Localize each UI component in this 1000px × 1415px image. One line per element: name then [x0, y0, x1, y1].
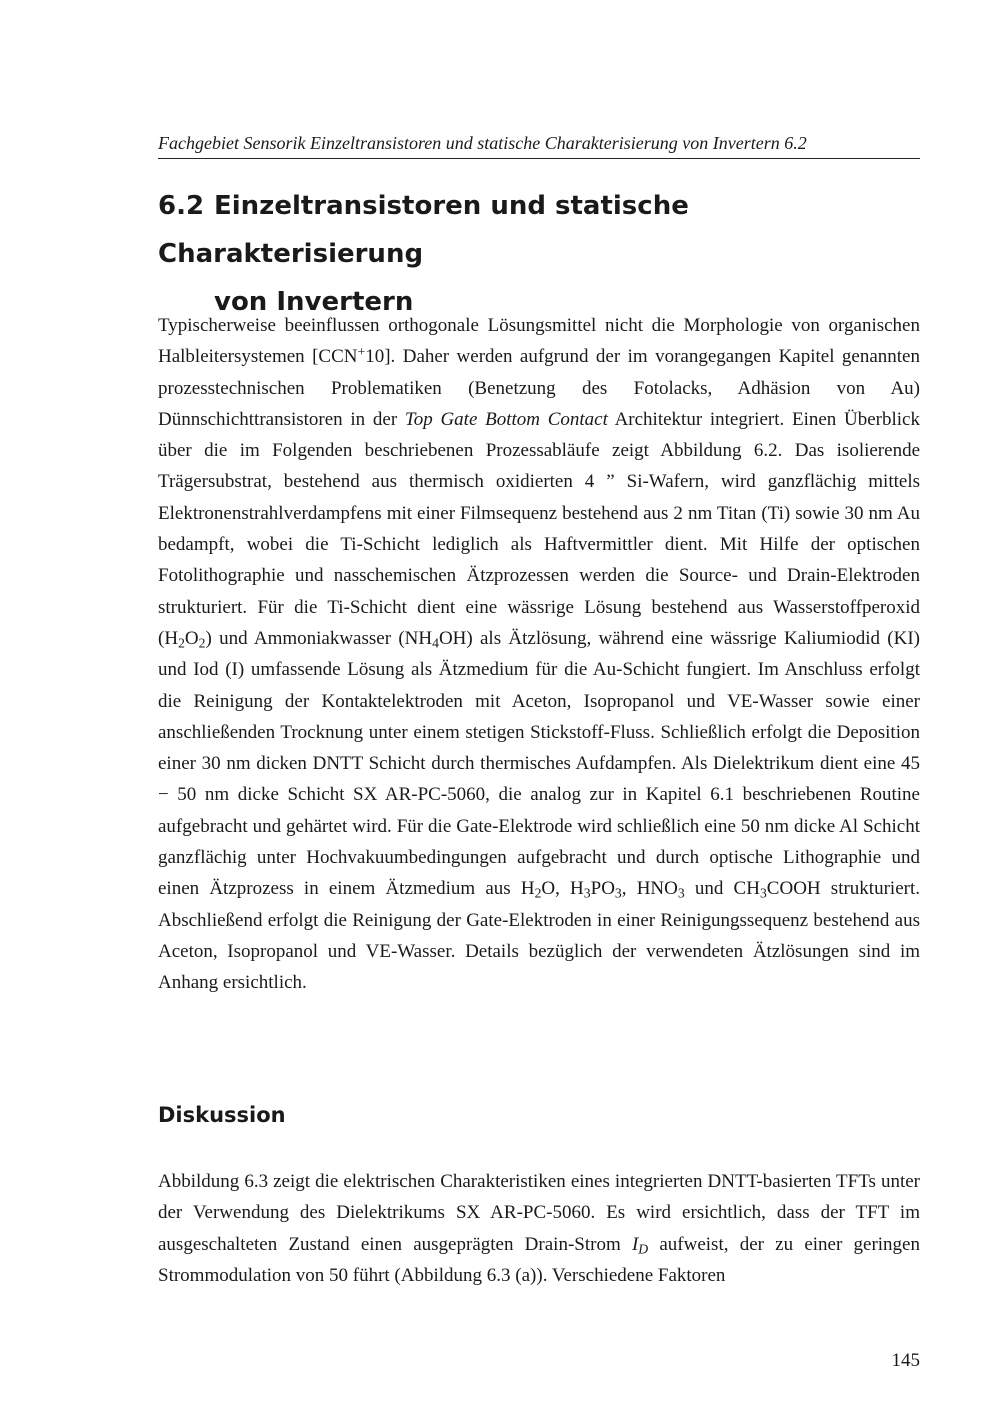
subscript: 3 — [583, 885, 591, 901]
text-run: Typischerweise beeinflussen orthogonale Lösungsmittel nicht die Morphologie von organischen Halbleitersystemen [CCN — [158, 315, 920, 368]
text-run: COOH strukturiert. Abschließend erfolgt die Reinigung der Gate-Elektroden in einer Reinigungssequenz bestehend aus Aceton, Isopropanol und VE-Wasser. Details bezüglich der verwendeten Ätzlösungen sind im Anhang ersichtlich. — [158, 878, 920, 994]
text-run: , HNO — [621, 878, 678, 900]
text-run: Architektur integriert. Einen Überblick über die im Folgenden beschriebenen Prozessabläufe zeigt Abbildung 6.2. Das isolierende Trägersubstrat, bestehend aus thermisch oxidierten 4 ” Si-Wafern, wird ganzflächig mittels Elektronenstrahlverdampfens mit einer Filmsequenz bestehend aus 2 nm Titan (Ti) sowie 30 nm Au bedampft, wobei die Ti-Schicht lediglich als Haftvermittler dient. Mit Hilfe der optischen Fotolithographie und nasschemischen Ätzprozessen werden die Source- und Drain-Elektroden strukturiert. Für die Ti-Schicht dient eine wässrige Lösung bestehend aus Wasserstoffperoxid (H — [158, 408, 920, 649]
text-run: ) und Ammoniakwasser (NH — [205, 627, 433, 649]
page-number: 145 — [891, 1350, 920, 1371]
section-title — [158, 182, 920, 326]
text-run: O, H — [541, 878, 584, 900]
subscript: 2 — [534, 885, 542, 901]
text-run: und CH — [684, 878, 760, 900]
section-title-line1: Einzeltransistoren und statische Charakterisierung — [158, 191, 689, 269]
text-run: 10]. Daher werden aufgrund der im vorangegangen Kapitel genannten prozesstechnischen Problematiken (Benetzung des Fotolacks, Adhäsion von Au) Dünnschichttransistoren in der — [158, 346, 920, 430]
text-run: aufweist, der zu einer geringen Strommodulation von 50 führt (Abbildung 6.3 (a)). Verschiedene Faktoren — [158, 1233, 920, 1286]
superscript: + — [357, 344, 366, 360]
section-title-line2: von Invertern — [214, 287, 414, 317]
subscript: 4 — [432, 635, 439, 651]
text-run: Abbildung 6.3 zeigt die elektrischen Charakteristiken eines integrierten DNTT-basierten TFTs unter der Verwendung des Dielektrikums SX AR-PC-5060. Es wird ersichtlich, dass der TFT im ausgeschalteten Zustand einen ausgeprägten Drain-Strom — [158, 1171, 920, 1255]
math-variable: I — [631, 1233, 639, 1255]
subscript: 3 — [759, 885, 767, 901]
emphasis-architecture: Top Gate Bottom Contact — [404, 408, 608, 430]
subscript: 3 — [677, 885, 685, 901]
section-number: 6.2 — [158, 191, 205, 221]
paragraph-discussion — [158, 1166, 920, 1291]
subscript: 3 — [614, 885, 622, 901]
running-head: Fachgebiet Sensorik Einzeltransistoren und statische Charakterisierung von Invertern 6.2 — [158, 130, 920, 159]
subscript: 2 — [178, 635, 185, 651]
text-run: PO — [590, 878, 615, 900]
subscript: 2 — [198, 635, 206, 651]
text-run: OH) als Ätzlösung, während eine wässrige Kaliumiodid (KI) und Iod (I) umfassende Lösung als Ätzmedium für die Au-Schicht fungiert. Im Anschluss erfolgt die Reinigung der Kontaktelektroden mit Aceton, Isopropanol und VE-Wasser sowie einer anschließenden Trocknung unter einem stetigen Stickstoff-Fluss. Schließlich erfolgt die Deposition einer 30 nm dicken DNTT Schicht durch thermisches Aufdampfen. Als Dielektrikum dient eine 45 − 50 nm dicke Schicht SX AR-PC-5060, die analog zur in Kapitel 6.1 beschriebenen Routine aufgebracht und gehärtet wird. Für die Gate-Elektrode wird schließlich eine 50 nm dicke Al Schicht ganzflächig unter Hochvakuumbedingungen aufgebracht und durch optische Lithographie und einen Ätzprozess in einem Ätzmedium aus H — [158, 627, 920, 900]
paragraph-process — [158, 310, 920, 999]
subheading-diskussion: Diskussion — [158, 1103, 286, 1127]
text-run: O — [184, 627, 199, 649]
math-subscript: D — [638, 1241, 649, 1256]
